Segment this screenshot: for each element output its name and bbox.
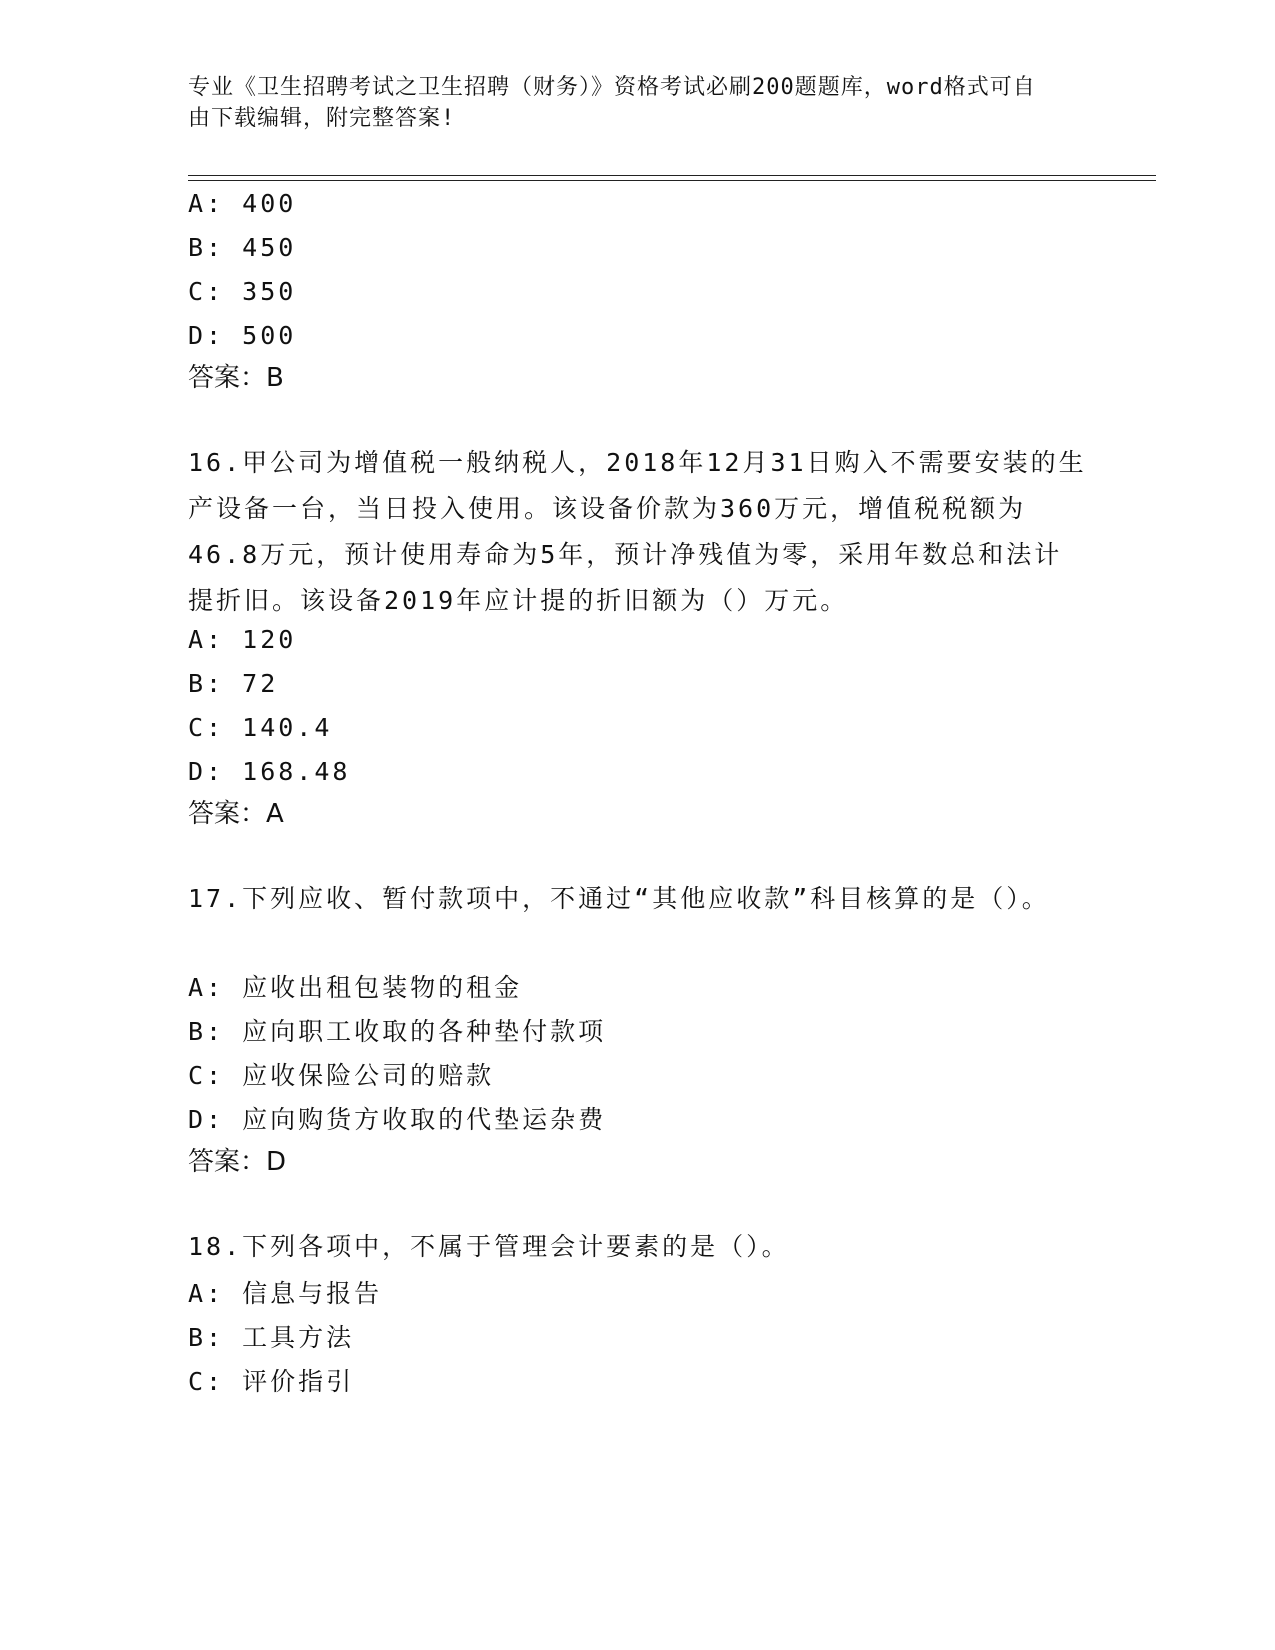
q16-option-b: B: 72: [188, 669, 279, 698]
q15-option-c: C: 350: [188, 277, 297, 306]
q15-option-a: A: 400: [188, 189, 297, 218]
q16-text: 16.甲公司为增值税一般纳税人，2018年12月31日购入不需要安装的生产设备一台，当日投入使用。该设备价款为360万元，增值税税额为46.8万元，预计使用寿命为5年，预计净残值为零，采用年数总和法计提折旧。该设备2019年应计提的折旧额为（）万元。: [188, 448, 1087, 615]
q17-option-b: B: 应向职工收取的各种垫付款项: [188, 1017, 607, 1046]
q18-text: 18.下列各项中，不属于管理会计要素的是（）。: [188, 1232, 790, 1261]
q15-option-d: D: 500: [188, 321, 297, 350]
header-divider-bottom: [188, 180, 1156, 181]
q16-option-c: C: 140.4: [188, 713, 333, 742]
q18-option-b: B: 工具方法: [188, 1323, 355, 1352]
q17-text: 17.下列应收、暂付款项中，不通过“其他应收款”科目核算的是（）。: [188, 884, 1050, 913]
q17-option-a: A: 应收出租包装物的租金: [188, 973, 523, 1002]
q16-answer: 答案：A: [188, 799, 284, 829]
q18-option-a: A: 信息与报告: [188, 1279, 383, 1308]
q16-option-a: A: 120: [188, 625, 297, 654]
q17-option-c: C: 应收保险公司的赔款: [188, 1061, 495, 1090]
document-header: 专业《卫生招聘考试之卫生招聘（财务）》资格考试必刷200题题库，word格式可自由下载编辑，附完整答案!: [188, 75, 1036, 131]
q17-answer: 答案：D: [188, 1147, 287, 1177]
q15-answer: 答案：B: [188, 363, 284, 393]
q18-option-c: C: 评价指引: [188, 1367, 355, 1396]
q17-option-d: D: 应向购货方收取的代垫运杂费: [188, 1105, 607, 1134]
q15-option-b: B: 450: [188, 233, 297, 262]
header-divider-top: [188, 175, 1156, 176]
q16-option-d: D: 168.48: [188, 757, 351, 786]
